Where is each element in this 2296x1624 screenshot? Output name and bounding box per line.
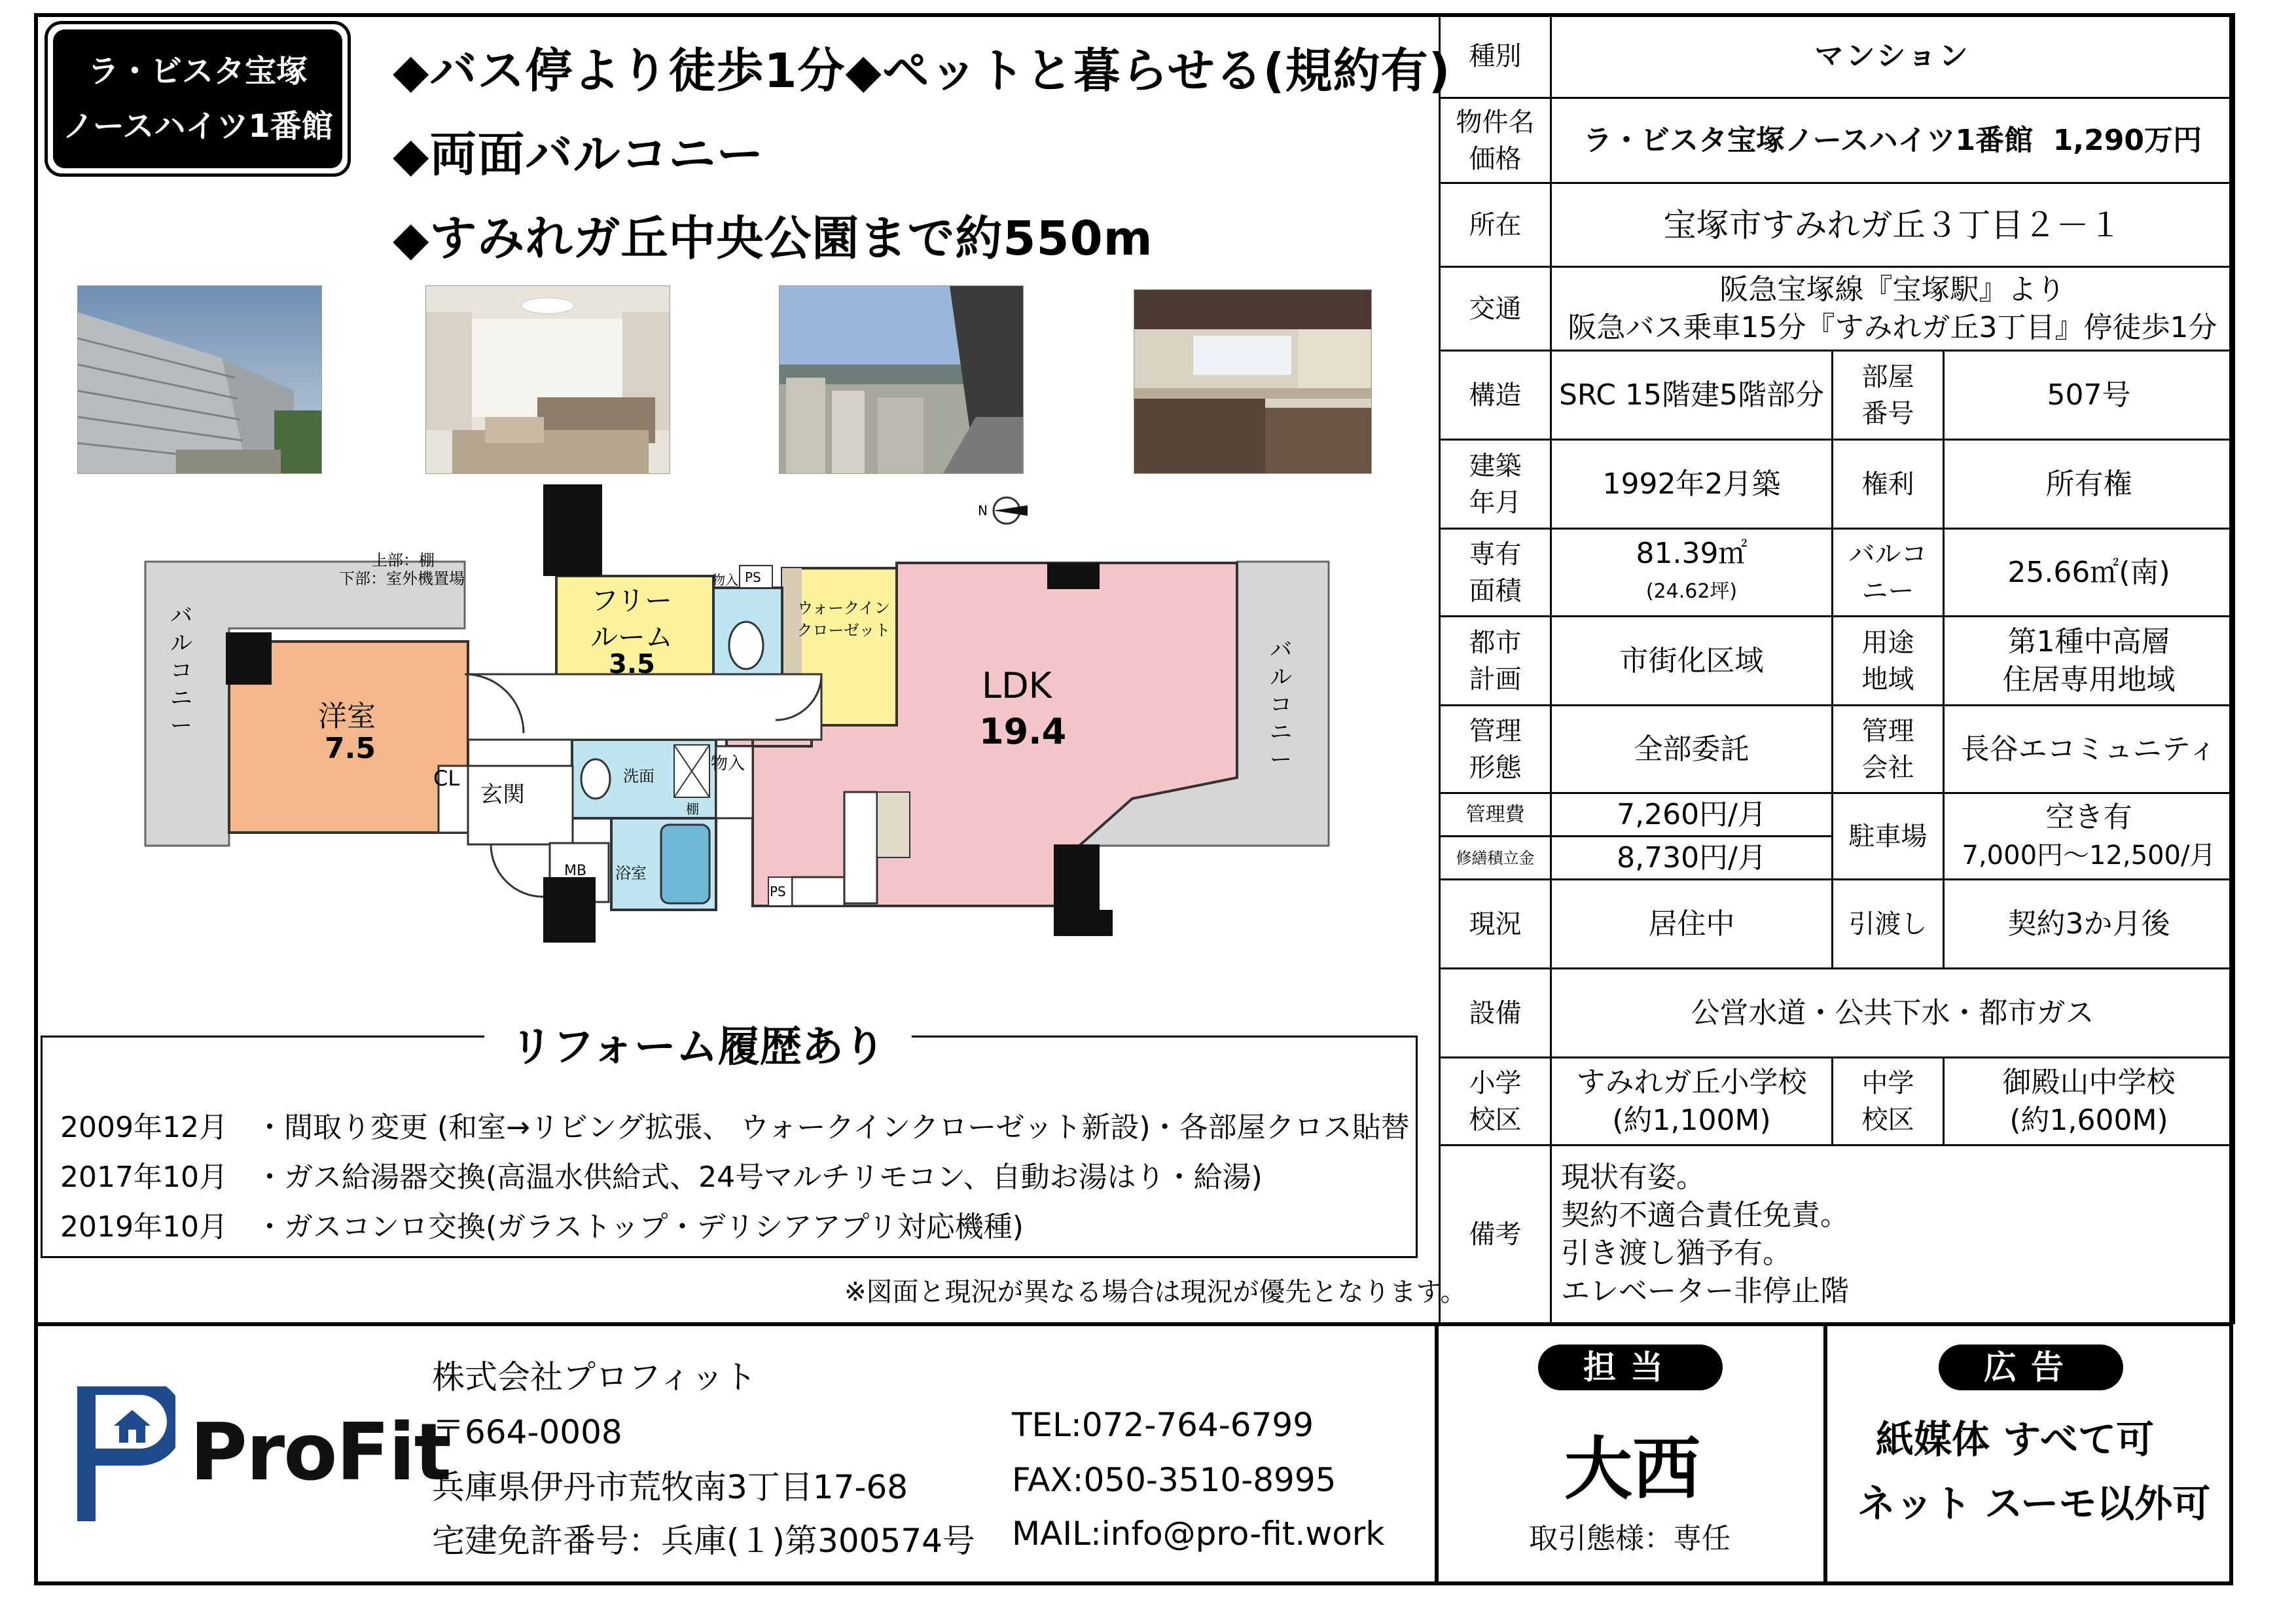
- room-no-value: 507号: [1944, 351, 2234, 440]
- living-room-photo: [425, 285, 670, 474]
- city-plan-label: 都市 計画: [1440, 617, 1551, 706]
- balcony-left-label: バルコニー: [170, 603, 192, 739]
- company-name: 株式会社プロフィット: [432, 1358, 757, 1396]
- junior-high-value: 御殿山中学校 (約1,600M): [1944, 1058, 2234, 1146]
- built-value: 1992年2月築: [1551, 440, 1833, 529]
- ad-label: 広告: [1939, 1344, 2123, 1390]
- transport-label: 交通: [1440, 267, 1551, 351]
- reform-date: 2019年10月: [60, 1210, 228, 1244]
- balcony-label: バルコ ニー: [1833, 529, 1944, 617]
- property-title-line1: ラ・ビスタ宝塚: [87, 53, 308, 90]
- company-address: 兵庫県伊丹市荒牧南3丁目17-68: [432, 1468, 908, 1506]
- ps-label: PS: [745, 569, 761, 585]
- reform-text: ・ガスコンロ交換(ガラストップ・デリシアアプリ対応機種): [255, 1210, 1024, 1244]
- status-value: 居住中: [1551, 880, 1833, 969]
- structure-value: SRC 15階建5階部分: [1551, 351, 1833, 440]
- profit-logo-icon: [77, 1386, 175, 1521]
- transport-value: 阪急宝塚線『宝塚駅』より 阪急バス乗車15分『すみれガ丘3丁目』停徒歩1分: [1551, 267, 2234, 351]
- use-district-label: 用途 地域: [1833, 617, 1944, 706]
- reform-item-3: [60, 1203, 1024, 1245]
- balcony-value: 25.66㎡(南): [1944, 529, 2234, 617]
- ldk-label: LDK: [982, 665, 1052, 706]
- ad-line-1: 紙媒体 すべて可: [1876, 1417, 2155, 1462]
- management-label: 管理 形態: [1440, 706, 1551, 793]
- handover-value: 契約3か月後: [1944, 880, 2234, 969]
- entrance-label: 玄関: [480, 782, 525, 808]
- kitchen-photo: [1134, 289, 1372, 474]
- property-title-line2: ノースハイツ1番館: [62, 108, 333, 145]
- type-value: マンション: [1551, 14, 2234, 98]
- balcony-right-label: バルコニー: [1270, 637, 1292, 773]
- property-title-box: [45, 21, 351, 177]
- ad-line-2: ネット スーモ以外可: [1857, 1481, 2211, 1526]
- disclaimer: ※図面と現況が異なる場合は現況が優先となります。: [844, 1277, 1467, 1307]
- type-label: 種別: [1440, 14, 1551, 98]
- bath-label: 浴室: [615, 864, 647, 882]
- ldk-size: 19.4: [979, 711, 1067, 752]
- reform-title: リフォーム履歴あり: [484, 1013, 912, 1074]
- city-plan-value: 市街化区域: [1551, 617, 1833, 706]
- facility-label: 設備: [1440, 969, 1551, 1058]
- reform-text: ・ガス給湯器交換(高温水供給式、24号マルチリモコン、自動お湯はり・給湯): [255, 1161, 1263, 1194]
- facility-value: 公営水道・公共下水・都市ガス: [1551, 969, 2234, 1058]
- exterior-photo: [77, 285, 322, 474]
- structure-label: 構造: [1440, 351, 1551, 440]
- spec-table: [1439, 13, 2235, 1324]
- storage-label: 物入: [711, 754, 745, 774]
- mb-label: MB: [564, 863, 587, 879]
- footer-divider-v1: [1435, 1322, 1439, 1584]
- free-room-size: 3.5: [609, 649, 655, 679]
- footer-divider: [34, 1322, 2233, 1326]
- repair-fund-label: 修繕積立金: [1440, 837, 1551, 880]
- western-room-size: 7.5: [325, 732, 376, 765]
- repair-fund-value: 8,730円/月: [1551, 837, 1833, 880]
- agent-name: 大西: [1564, 1429, 1700, 1509]
- name-price-value: ラ・ビスタ宝塚ノースハイツ1番館 1,290万円: [1551, 98, 2234, 183]
- room-no-label: 部屋 番号: [1833, 351, 1944, 440]
- headline-1: ◆バス停より徒歩1分◆ペットと暮らせる(規約有): [393, 43, 1451, 98]
- compass-label: N: [978, 503, 988, 518]
- location-value: 宝塚市すみれガ丘３丁目２－１: [1551, 183, 2234, 267]
- reform-item-2: [60, 1153, 1263, 1195]
- area-value: 81.39㎡ (24.62坪): [1551, 529, 1833, 617]
- agent-label: 担当: [1538, 1344, 1723, 1390]
- management-company-label: 管理 会社: [1833, 706, 1944, 793]
- use-district-value: 第1種中高層 住居専用地域: [1944, 617, 2234, 706]
- fee-value: 7,260円/月: [1551, 793, 1833, 837]
- footer-divider-v2: [1823, 1322, 1827, 1584]
- remarks-label: 備考: [1440, 1146, 1551, 1324]
- company-license: 宅建免許番号：兵庫(１)第300574号: [432, 1522, 975, 1560]
- company-mail: MAIL:info@pro-fit.work: [1012, 1515, 1385, 1553]
- western-room-label: 洋室: [318, 700, 376, 733]
- washroom-label: 洗面: [623, 767, 655, 785]
- company-fax: FAX:050-3510-8995: [1012, 1461, 1336, 1499]
- ps-label-2: PS: [770, 884, 786, 899]
- walkin-closet-label: ウォークインクローゼット: [797, 599, 891, 640]
- reform-text: ・間取り変更 (和室→リビング拡張、 ウォークインクローゼット新設)・各部屋クロス貼替: [255, 1111, 1410, 1144]
- parking-label: 駐車場: [1833, 793, 1944, 880]
- parking-value: 空き有 7,000円～12,500/月: [1944, 793, 2234, 880]
- reform-date: 2017年10月: [60, 1161, 228, 1194]
- elementary-school-label: 小学 校区: [1440, 1058, 1551, 1146]
- reform-date: 2009年12月: [60, 1111, 228, 1144]
- storage-label-2: 物入: [712, 572, 738, 588]
- closet-label: CL: [433, 766, 460, 791]
- company-tel: TEL:072-764-6799: [1012, 1406, 1314, 1444]
- company-postal: 〒664-0008: [432, 1413, 622, 1451]
- handover-label: 引渡し: [1833, 880, 1944, 969]
- upper-note-2: 下部：室外機置場: [339, 569, 465, 588]
- fee-label: 管理費: [1440, 793, 1551, 837]
- name-price-label: 物件名 価格: [1440, 98, 1551, 183]
- upper-note-1: 上部：棚: [372, 551, 435, 569]
- company-logo-text: ProFit: [190, 1407, 451, 1498]
- built-label: 建築 年月: [1440, 440, 1551, 529]
- area-label: 専有 面積: [1440, 529, 1551, 617]
- headline-3: ◆すみれガ丘中央公園まで約550m: [393, 211, 1153, 266]
- location-label: 所在: [1440, 183, 1551, 267]
- management-value: 全部委託: [1551, 706, 1833, 793]
- shelf-label: 棚: [686, 801, 699, 817]
- junior-high-label: 中学 校区: [1833, 1058, 1944, 1146]
- rights-label: 権利: [1833, 440, 1944, 529]
- remarks-value: 現状有姿。 契約不適合責任免責。 引き渡し猶予有。 エレベーター非停止階: [1551, 1146, 2234, 1324]
- elementary-school-value: すみれガ丘小学校 (約1,100M): [1551, 1058, 1833, 1146]
- management-company-value: 長谷エコミュニティ: [1944, 706, 2234, 793]
- floor-plan: [137, 484, 1355, 975]
- deal-type: 取引態様：専任: [1529, 1522, 1731, 1555]
- status-label: 現況: [1440, 880, 1551, 969]
- rights-value: 所有権: [1944, 440, 2234, 529]
- view-photo: [779, 285, 1024, 474]
- free-room-label: フリールーム: [590, 585, 673, 653]
- headline-2: ◆両面バルコニー: [393, 127, 764, 182]
- reform-item-1: [60, 1104, 1410, 1146]
